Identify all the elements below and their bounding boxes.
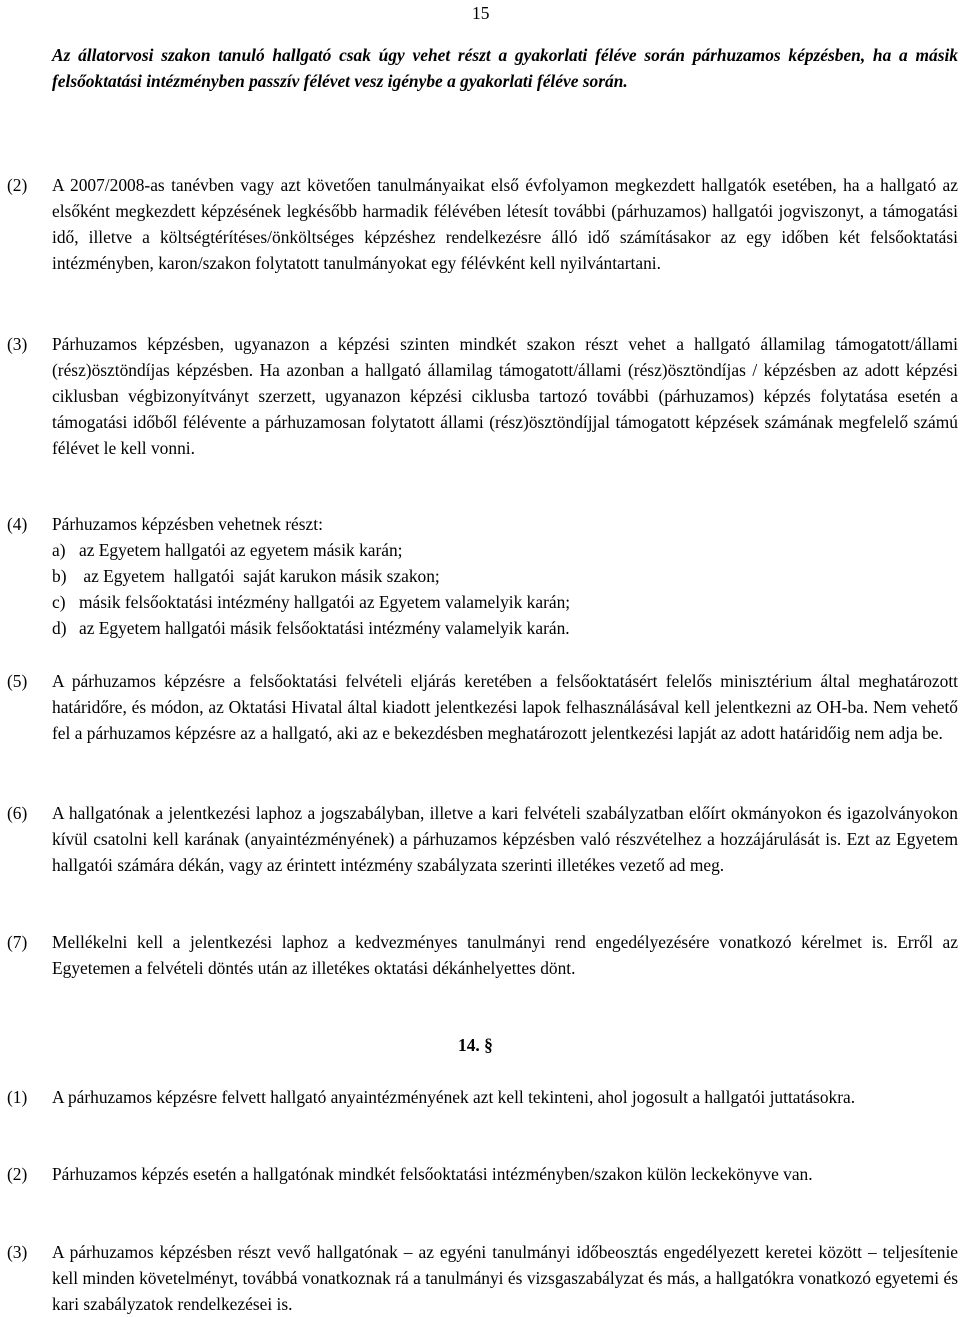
list-item-text: az Egyetem hallgatói az egyetem másik karán; <box>79 540 403 560</box>
paragraph-text: Párhuzamos képzés esetén a hallgatónak mindkét felsőoktatási intézményben/szakon külön leckekönyve van. <box>52 1164 813 1184</box>
list-item-letter: b) <box>52 566 67 586</box>
list-item <box>52 563 958 589</box>
intro-paragraph: Az állatorvosi szakon tanuló hallgató csak úgy vehet részt a gyakorlati féléve során párhuzamos képzésben, ha a másik felsőoktatási intézményben passzív félévet vesz igénybe a gyakorlati féléve során. <box>52 45 958 91</box>
page-number: 15 <box>472 3 490 23</box>
section-heading: 14. § <box>458 1035 493 1055</box>
paragraph-text: A párhuzamos képzésre a felsőoktatási felvételi eljárás keretében a felsőoktatásért felelős minisztérium által meghatározott határidőre, és módon, az Oktatási Hivatal által kiadott jelentkezési lapok felhasználásával kell jelentkezni az OH-ba. Nem vehető fel a párhuzamos képzésre az a hallgató, aki az e bekezdésben meghatározott jelentkezési lapját az adott határidőig nem adja be. <box>52 671 958 743</box>
list-item <box>52 589 958 615</box>
paragraph-3 <box>7 331 958 461</box>
paragraph-number: (4) <box>7 514 28 534</box>
paragraph-number: (6) <box>7 803 28 823</box>
paragraph-number: (3) <box>7 1242 28 1262</box>
paragraph-number: (1) <box>7 1087 28 1107</box>
paragraph-number: (2) <box>7 1164 28 1184</box>
list-item <box>52 537 958 563</box>
paragraph-text: Mellékelni kell a jelentkezési laphoz a kedvezményes tanulmányi rend engedélyezésére vonatkozó kérelmet is. Erről az Egyetemen a felvételi döntés után az illetékes oktatási dékánhelyettes dönt. <box>52 932 958 978</box>
section-paragraph-3 <box>7 1239 958 1317</box>
paragraph-6 <box>7 800 958 878</box>
paragraph-number: (2) <box>7 175 28 195</box>
paragraph-text: Párhuzamos képzésben, ugyanazon a képzési szinten mindkét szakon részt vehet a hallgató államilag támogatott/állami (rész)ösztöndíjas képzésben. Ha azonban a hallgató államilag támogatott/állami (rész)ösztöndíjas / képzésben az adott képzési ciklusban végbizonyítványt szerzett, ugyanazon képzési ciklusba tartozó további (párhuzamos) képzés folytatása esetén a támogatási időből félévente a párhuzamosan folytatott állami (rész)ösztöndíjjal támogatott képzések számának megfelelő számú félévet le kell vonni. <box>52 334 958 458</box>
list-item-letter: d) <box>52 618 67 638</box>
list-item-text: az Egyetem hallgatói másik felsőoktatási intézmény valamelyik karán. <box>79 618 570 638</box>
list-item-text: másik felsőoktatási intézmény hallgatói az Egyetem valamelyik karán; <box>79 592 571 612</box>
paragraph-text: A hallgatónak a jelentkezési laphoz a jogszabályban, illetve a kari felvételi szabályzatban előírt okmányokon és igazolványokon kívül csatolni kell karának (anyaintézményének) a párhuzamos képzésben való részvételhez a hozzájárulását is. Ezt az Egyetem hallgatói számára dékán, vagy az érintett intézmény szabályzata szerinti illetékes vezető ad meg. <box>52 803 958 875</box>
paragraph-number: (7) <box>7 932 28 952</box>
list-item-letter: c) <box>52 592 66 612</box>
list-item-letter: a) <box>52 540 66 560</box>
paragraph-4 <box>7 511 958 641</box>
paragraph-text: Párhuzamos képzésben vehetnek részt: <box>52 514 323 534</box>
paragraph-text: A 2007/2008-as tanévben vagy azt követően tanulmányaikat első évfolyamon megkezdett hallgatók esetében, ha a hallgató az elsőként megkezdett képzésének legkésőbb harmadik félévében létesít további (párhuzamos) hallgatói jogviszonyt, a támogatási idő, illetve a költségtérítéses/önköltséges képzéshez rendelkezésre álló idő számításakor az egy időben két felsőoktatási intézményben, karon/szakon folytatott tanulmányokat egy félévként kell nyilvántartani. <box>52 175 958 273</box>
list-item-text: az Egyetem hallgatói saját karukon másik szakon; <box>79 566 440 586</box>
section-paragraph-2 <box>7 1161 958 1187</box>
enumerated-list <box>52 537 958 641</box>
paragraph-number: (5) <box>7 671 28 691</box>
paragraph-body <box>52 511 958 641</box>
section-paragraph-1 <box>7 1084 958 1110</box>
paragraph-text: A párhuzamos képzésben részt vevő hallgatónak – az egyéni tanulmányi időbeosztás engedélyezett keretei között – teljesítenie kell minden követelményt, továbbá vonatkoznak rá a tanulmányi és vizsgaszabályzat és más, a hallgatókra vonatkozó egyetemi és kari szabályzatok rendelkezései is. <box>52 1242 958 1314</box>
paragraph-7 <box>7 929 958 981</box>
paragraph-number: (3) <box>7 334 28 354</box>
paragraph-text: A párhuzamos képzésre felvett hallgató anyaintézményének azt kell tekinteni, ahol jogosult a hallgatói juttatásokra. <box>52 1087 856 1107</box>
list-item <box>52 615 958 641</box>
paragraph-5 <box>7 668 958 746</box>
paragraph-2 <box>7 172 958 276</box>
